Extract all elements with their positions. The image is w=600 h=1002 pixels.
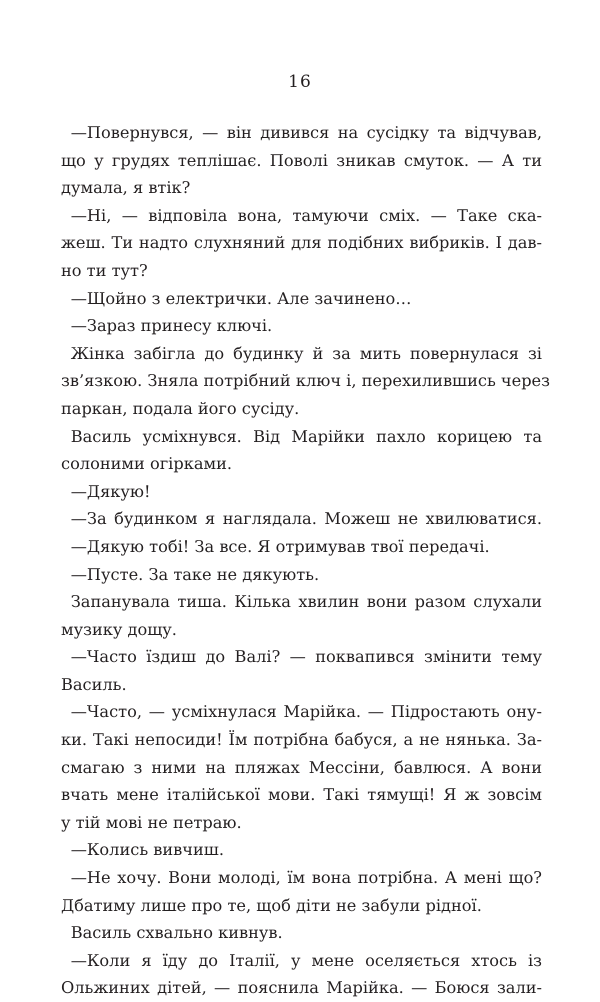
text-line: музику дощу. bbox=[61, 619, 177, 639]
text-line: —Ні, — відповіла вона, тамуючи сміх. — Таке ска- bbox=[70, 205, 542, 225]
text-line: но ти тут? bbox=[61, 260, 148, 280]
text-line: —Дякую тобі! За все. Я отримував твої передачі. bbox=[70, 536, 490, 556]
page-number: 16 bbox=[288, 72, 312, 92]
text-line: —Не хочу. Вони молоді, їм вона потрібна. А мені що? bbox=[70, 868, 542, 888]
text-line: смагаю з ними на пляжах Мессіни, бавлюся. А вони bbox=[61, 757, 542, 777]
text-line: —Зараз принесу ключі. bbox=[70, 316, 273, 336]
text-line: у тій мові не петраю. bbox=[61, 812, 242, 832]
text-line: Запанувала тиша. Кілька хвилин вони разом слухали bbox=[70, 592, 542, 612]
text-line: солоними огірками. bbox=[61, 454, 233, 474]
text-line: зв’язкою. Зняла потрібний ключ і, перехилившись через bbox=[61, 371, 550, 391]
body-text bbox=[61, 119, 550, 1002]
text-line: думала, я втік? bbox=[61, 178, 191, 198]
text-line: —Пусте. За таке не дякують. bbox=[70, 564, 320, 584]
text-line: Дбатиму лише про те, щоб діти не забули рідної. bbox=[61, 895, 482, 915]
text-line: —Коли я їду до Італії, у мене оселяється хтось із bbox=[70, 950, 542, 970]
text-line: —Часто, — усміхнулася Марійка. — Підростають ону- bbox=[70, 702, 542, 722]
text-line: Василь схвально кивнув. bbox=[70, 923, 283, 943]
text-line: Василь. bbox=[61, 674, 127, 694]
text-line: жеш. Ти надто слухняний для подібних вибриків. І дав- bbox=[61, 233, 542, 253]
text-line: ки. Такі непосиди! Їм потрібна бабуся, а не нянька. За- bbox=[61, 730, 542, 750]
text-line: —Щойно з електрички. Але зачинено… bbox=[70, 288, 412, 308]
text-line: —За будинком я наглядала. Можеш не хвилюватися. bbox=[70, 509, 542, 529]
text-line: паркан, подала його сусіду. bbox=[61, 398, 300, 418]
text-line: Василь усміхнувся. Від Марійки пахло корицею та bbox=[70, 426, 542, 446]
text-line: —Часто їздиш до Валі? — поквапився змінити тему bbox=[70, 647, 542, 667]
text-line: Жінка забігла до будинку й за мить повернулася зі bbox=[70, 343, 542, 363]
text-line: вчать мене італійської мови. Такі тямущі! Я ж зовсім bbox=[61, 785, 542, 805]
text-line: Ольжиних дітей, — пояснила Марійка. — Боюся зали- bbox=[61, 978, 542, 998]
text-line: що у грудях теплішає. Поволі зникав смуток. — А ти bbox=[61, 150, 542, 170]
text-line: —Дякую! bbox=[70, 481, 151, 501]
text-line: —Колись вивчиш. bbox=[70, 840, 224, 860]
text-line: —Повернувся, — він дивився на сусідку та відчував, bbox=[70, 123, 542, 142]
